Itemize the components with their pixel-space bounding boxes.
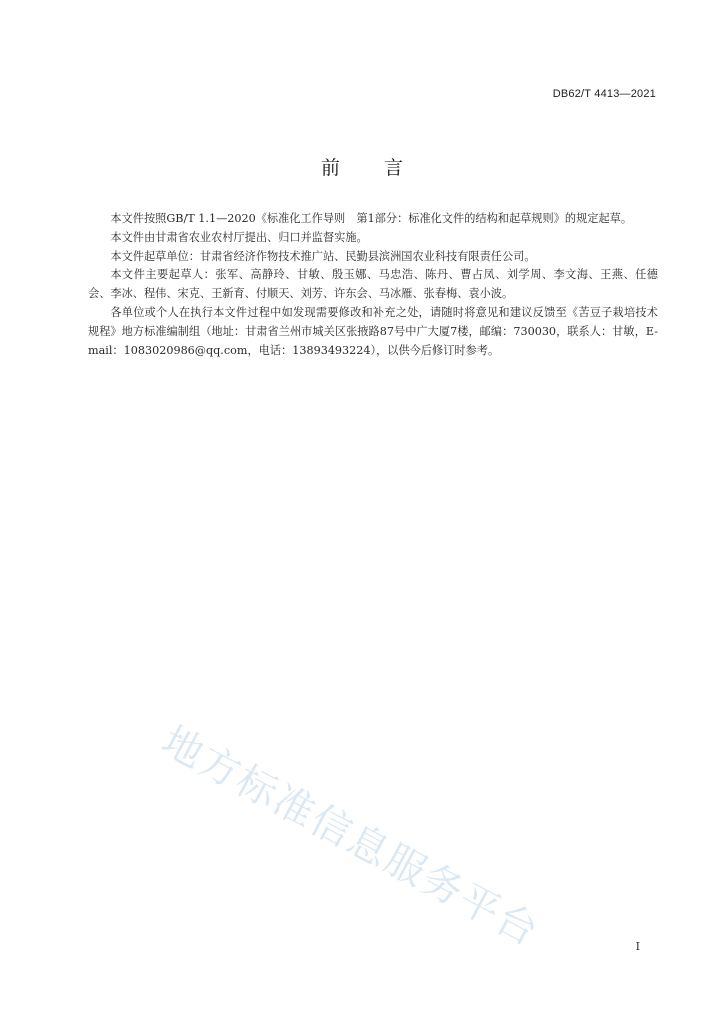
paragraph-drafting-rule: 本文件按照GB/T 1.1—2020《标准化工作导则 第1部分：标准化文件的结构和起草规则》的规定起草。 bbox=[110, 212, 633, 225]
foreword-body bbox=[88, 210, 658, 360]
page-number: I bbox=[635, 940, 640, 953]
watermark: 地方标准信息服务平台 bbox=[154, 717, 547, 956]
paragraph-proposer: 本文件由甘肃省农业农村厅提出、归口并监督实施。 bbox=[110, 230, 368, 244]
paragraph-feedback: 各单位或个人在执行本文件过程中如发现需要修改和补充之处，请随时将意见和建议反馈至《苦豆子栽培技术规程》地方标准编制组（地址：甘肃省兰州市城关区张掖路87号中广大厦7楼，邮编：730030，联系人：甘敏，E-mail：1083020986@qq.com，电话：13893493224），以供今后修订时参考。 bbox=[88, 305, 658, 357]
document-code: DB62/T 4413—2021 bbox=[552, 88, 656, 100]
page-title: 前言 bbox=[320, 157, 447, 179]
paragraph-drafting-units: 本文件起草单位：甘肃省经济作物技术推广站、民勤县滨洲国农业科技有限责任公司。 bbox=[110, 249, 536, 263]
paragraph-drafters: 本文件主要起草人：张军、高静玲、甘敏、殷玉娜、马忠浩、陈丹、曹占凤、刘学周、李文海、王燕、任德会、李冰、程伟、宋克、王新育、付顺天、刘芳、许东会、马冰雁、张春梅、袁小波。 bbox=[88, 268, 658, 301]
